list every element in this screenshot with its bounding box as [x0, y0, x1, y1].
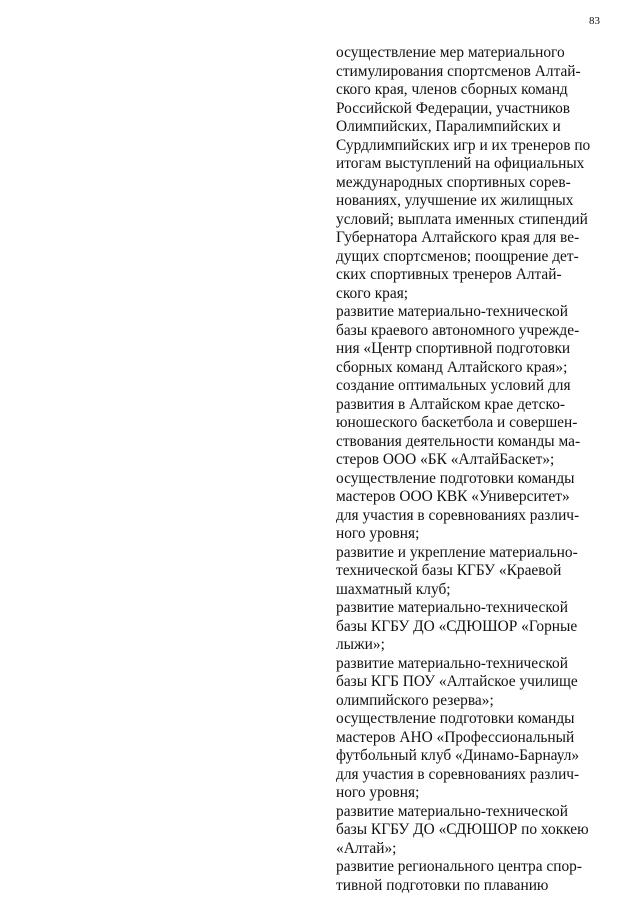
- list-item: осуществление мер материального стимулирования спортсменов Алтай- ского края, членов сборных команд Российской Федерации, участников Олимпийских, Паралимпийских и Сурдлимпийских игр и их тренеров по итогам выступлений на официальных международных спортивных сорев- нованиях, улучшение их жилищных условий; выплата именных стипендий Губернатора Алтайского края для ве- дущих спортсменов; поощрение дет- ских спортивных тренеров Алтай- ского края;: [336, 44, 591, 302]
- list-item: осуществление подготовки команды мастеров ООО КВК «Университет» для участия в соревнованиях различ- ного уровня;: [336, 469, 580, 542]
- page-number: 83: [589, 15, 600, 27]
- list-item: развитие материально-технической базы КГБУ ДО «СДЮШОР «Горные лыжи»;: [336, 599, 578, 653]
- text-column: [336, 44, 592, 895]
- list-item: развитие регионального центра спор- тивной подготовки по плаванию: [336, 858, 583, 894]
- list-item: создание оптимальных условий для развития в Алтайском крае детско- юношеского баскетбола и совершен- ствования деятельности команды ма- стеров ООО «БК «АлтайБаскет»;: [336, 377, 581, 468]
- list-item: осуществление подготовки команды мастеров АНО «Профессиональный футбольный клуб «Динамо-Барнаул» для участия в соревнованиях различ- ного уровня;: [336, 710, 580, 801]
- list-item: развитие материально-технической базы КГБУ ДО «СДЮШОР по хоккею «Алтай»;: [336, 802, 589, 857]
- list-item: развитие и укрепление материально- технической базы КГБУ «Краевой шахматный клуб;: [336, 543, 578, 598]
- list-item: развитие материально-технической базы КГБ ПОУ «Алтайское училище олимпийского резерва»;: [336, 654, 578, 709]
- list-item: развитие материально-технической базы краевого автономного учрежде- ния «Центр спортивной подготовки сборных команд Алтайского края»;: [336, 303, 580, 376]
